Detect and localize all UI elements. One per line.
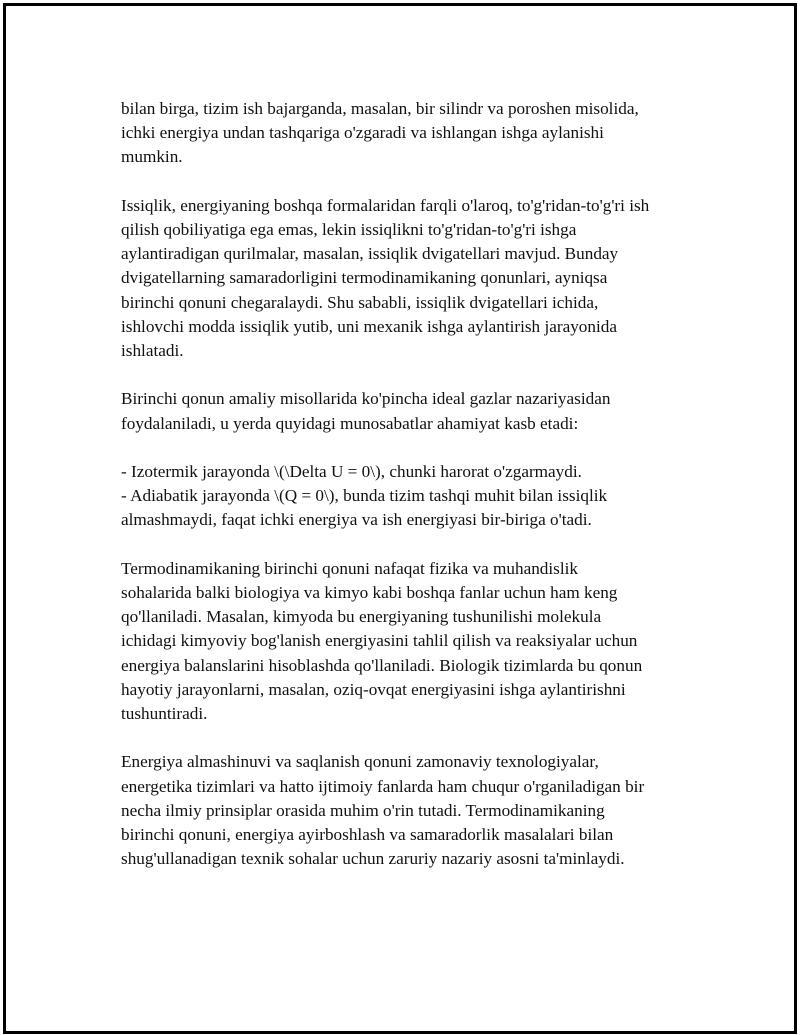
text-line: Energiya almashinuvi va saqlanish qonuni zamonaviy texnologiyalar, bbox=[121, 752, 599, 772]
text-line: qo'llaniladi. Masalan, kimyoda bu energiyaning tushunilishi molekula bbox=[121, 607, 602, 627]
paragraph-4-list bbox=[121, 460, 701, 533]
paragraph-3 bbox=[121, 387, 701, 435]
text-line: aylantiradigan qurilmalar, masalan, issiqlik dvigatellari mavjud. Bunday bbox=[121, 244, 619, 264]
text-line: shug'ullanadigan texnik sohalar uchun zaruriy nazariy asosni ta'minlaydi. bbox=[121, 849, 625, 869]
text-line: dvigatellarning samaradorligini termodinamikaning qonunlari, ayniqsa bbox=[121, 268, 608, 288]
text-line: ishlatadi. bbox=[121, 341, 184, 361]
list-item-line: - Izotermik jarayonda \(\Delta U = 0\), chunki harorat o'zgarmaydi. bbox=[121, 462, 582, 481]
text-line: Termodinamikaning birinchi qonuni nafaqat fizika va muhandislik bbox=[121, 558, 579, 578]
text-line: necha ilmiy prinsiplar orasida muhim o'rin tutadi. Termodinamikaning bbox=[121, 800, 605, 820]
text-line: hayotiy jarayonlarni, masalan, oziq-ovqat energiyasini ishga aylantirishni bbox=[121, 679, 626, 699]
text-line: birinchi qonuni, energiya ayirboshlash va samaradorlik masalalari bilan bbox=[121, 825, 614, 845]
text-line: birinchi qonuni chegaralaydi. Shu sababli, issiqlik dvigatellari ichida, bbox=[121, 292, 599, 312]
text-line: energiya balanslarini hisoblashda qo'llaniladi. Biologik tizimlarda bu qonun bbox=[121, 655, 643, 675]
paragraph-5 bbox=[121, 557, 701, 726]
paragraph-1 bbox=[121, 97, 701, 170]
text-line: ichki energiya undan tashqariga o'zgaradi va ishlangan ishga aylanishi bbox=[121, 123, 604, 143]
text-line: Birinchi qonun amaliy misollarida ko'pincha ideal gazlar nazariyasidan bbox=[121, 389, 611, 409]
text-line: bilan birga, tizim ish bajarganda, masalan, bir silindr va poroshen misolida, bbox=[121, 99, 639, 118]
text-line: mumkin. bbox=[121, 147, 183, 167]
text-line: energetika tizimlari va hatto ijtimoiy fanlarda ham chuqur o'rganiladigan bir bbox=[121, 776, 645, 796]
text-line: foydalaniladi, u yerda quyidagi munosabatlar ahamiyat kasb etadi: bbox=[121, 413, 579, 433]
page-frame bbox=[3, 3, 797, 1034]
list-item-line: almashmaydi, faqat ichki energiya va ish energiyasi bir-biriga o'tadi. bbox=[121, 510, 592, 530]
text-line: sohalarida balki biologiya va kimyo kabi boshqa fanlar uchun ham keng bbox=[121, 583, 618, 602]
text-line: tushuntiradi. bbox=[121, 704, 208, 724]
document-body bbox=[121, 97, 701, 896]
paragraph-6 bbox=[121, 750, 701, 871]
paragraph-2 bbox=[121, 194, 701, 363]
text-line: qilish qobiliyatiga ega emas, lekin issiqlikni to'g'ridan-to'g'ri ishga bbox=[121, 220, 577, 239]
list-item-line: - Adiabatik jarayonda \(Q = 0\), bunda tizim tashqi muhit bilan issiqlik bbox=[121, 486, 608, 506]
text-line: Issiqlik, energiyaning boshqa formalaridan farqli o'laroq, to'g'ridan-to'g'ri ish bbox=[121, 195, 650, 215]
text-line: ishlovchi modda issiqlik yutib, uni mexanik ishga aylantirish jarayonida bbox=[121, 316, 617, 336]
text-line: ichidagi kimyoviy bog'lanish energiyasini tahlil qilish va reaksiyalar uchun bbox=[121, 631, 638, 651]
